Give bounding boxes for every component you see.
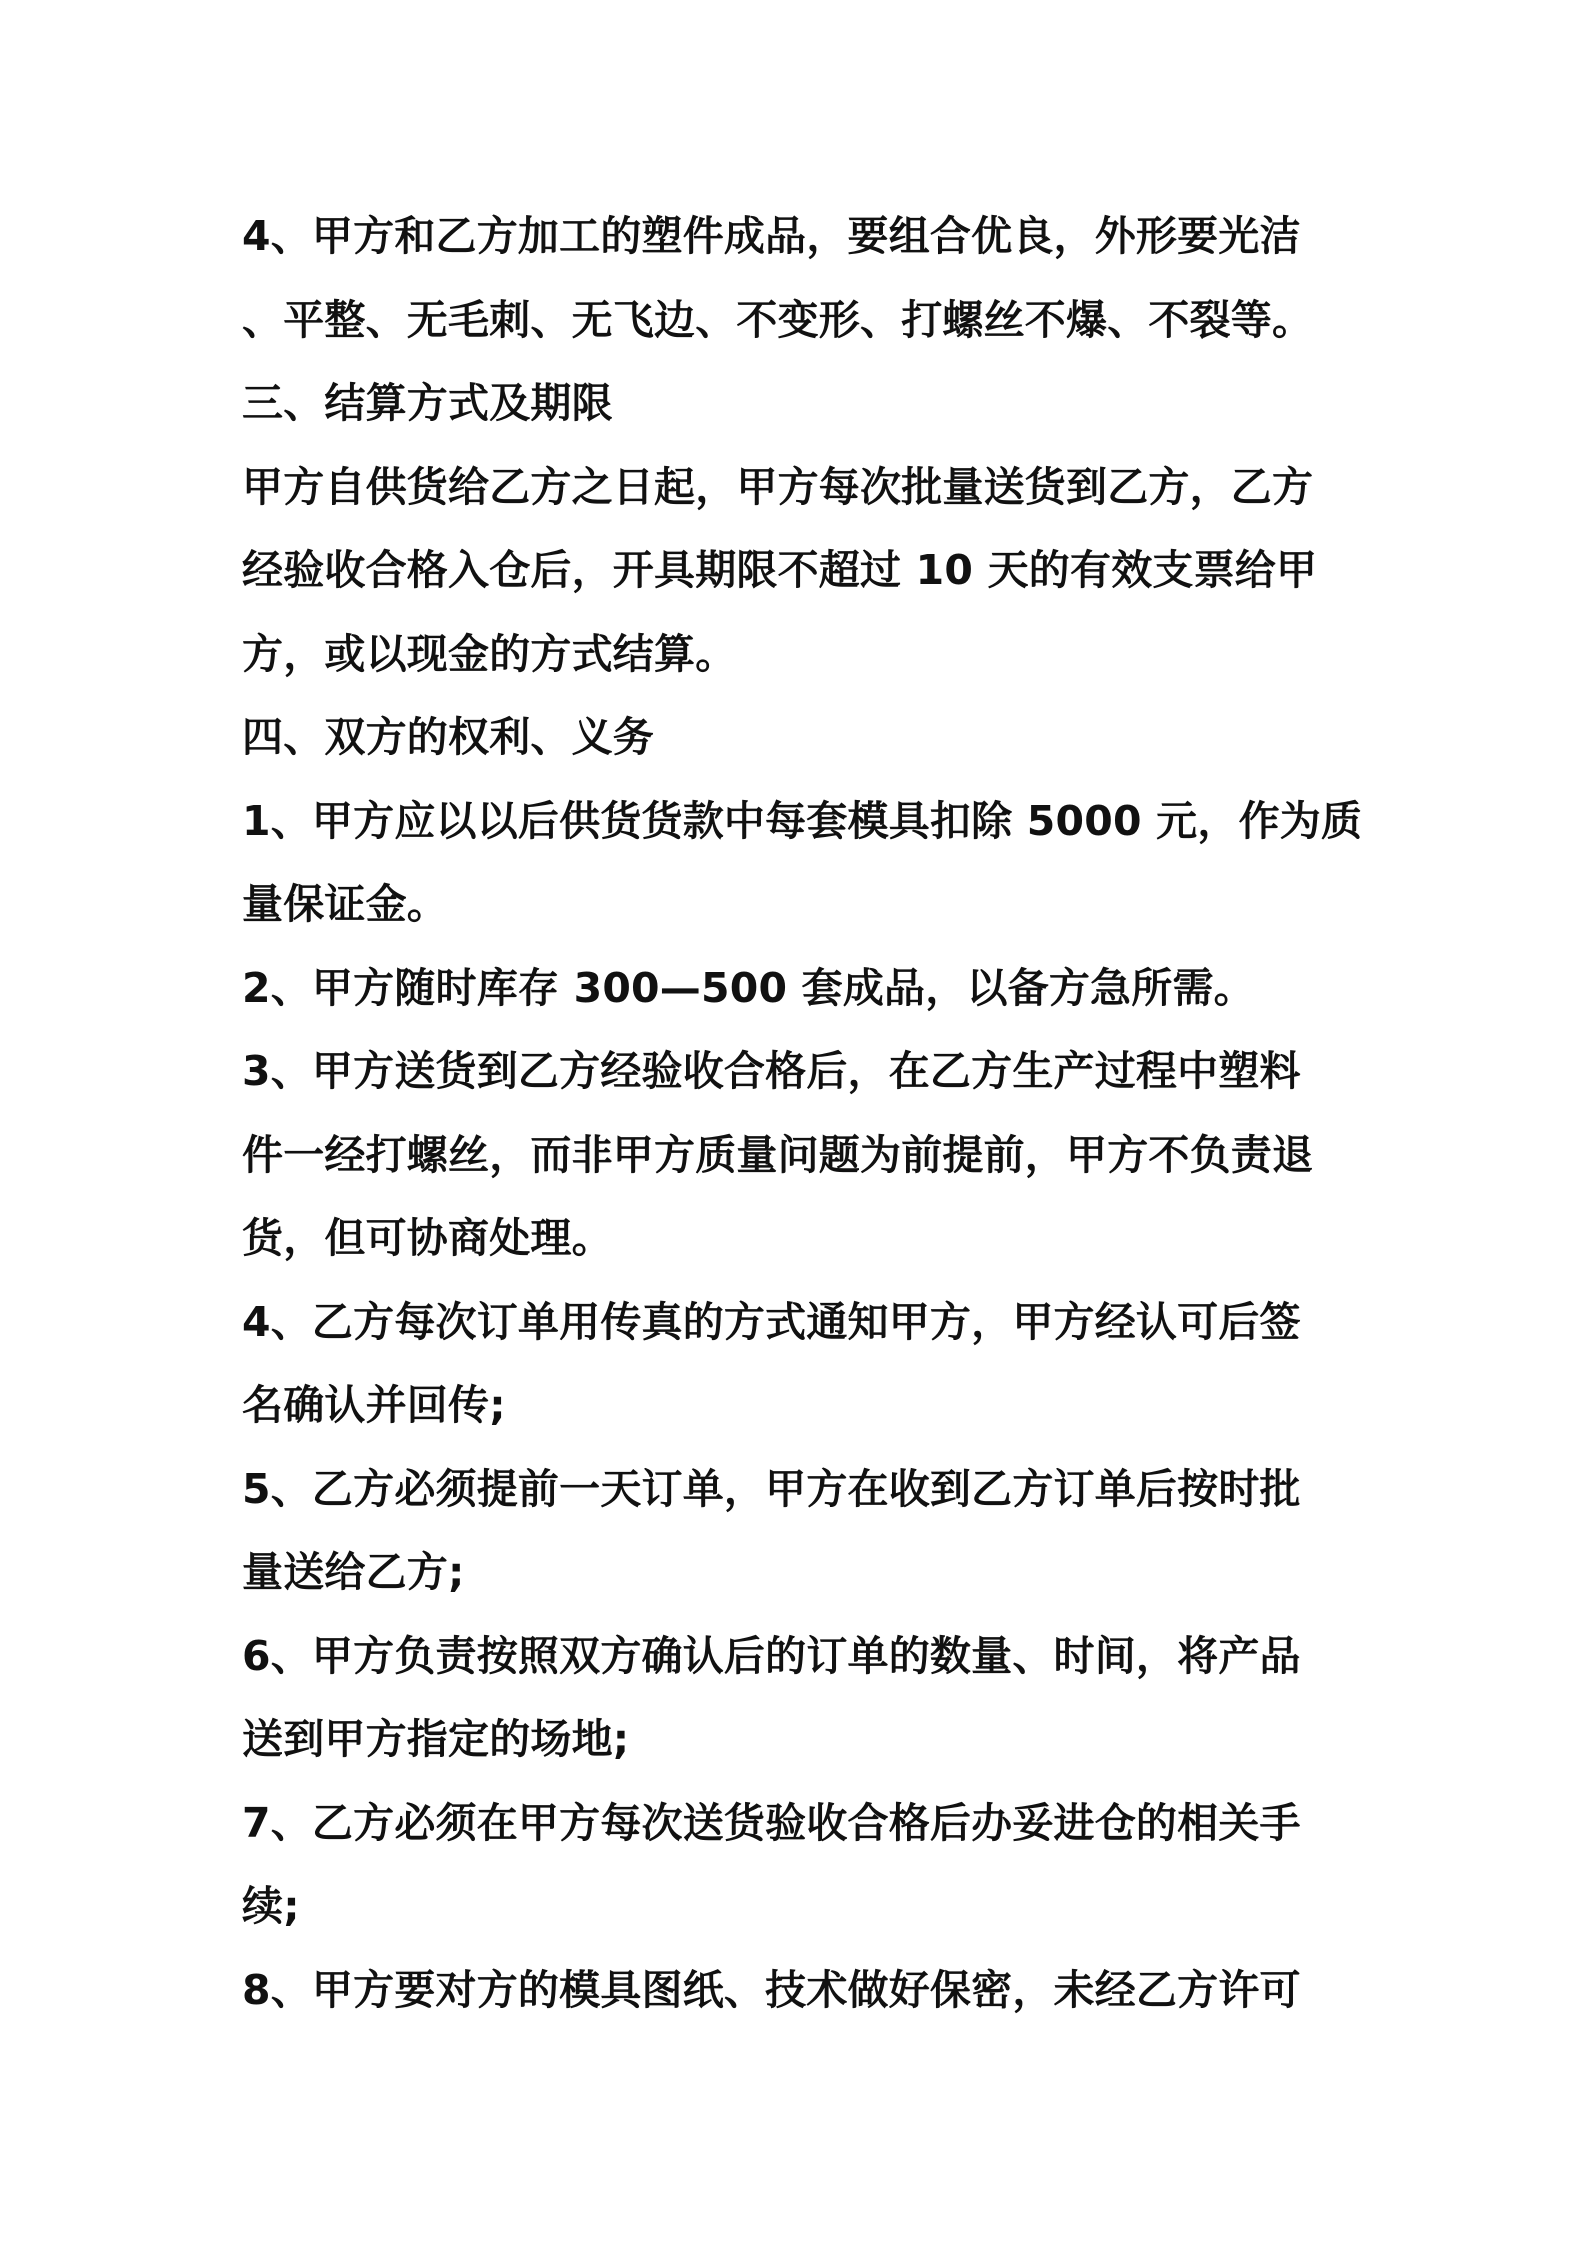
text-line: 3、甲方送货到乙方经验收合格后，在乙方生产过程中塑料 <box>242 1047 1301 1095</box>
text-line: 送到甲方指定的场地; <box>242 1715 630 1763</box>
section-heading: 四、双方的权利、义务 <box>242 713 654 761</box>
document-body <box>242 195 1363 2032</box>
text-line: 名确认并回传; <box>242 1381 506 1429</box>
text-line: 货，但可协商处理。 <box>242 1214 613 1262</box>
text-line: 8、甲方要对方的模具图纸、技术做好保密，未经乙方许可 <box>242 1965 1301 2014</box>
text-line: 件一经打螺丝，而非甲方质量问题为前提前，甲方不负责退 <box>242 1130 1314 1179</box>
section-heading: 三、结算方式及期限 <box>242 379 613 427</box>
text-line: 1、甲方应以以后供货货款中每套模具扣除 5000 元，作为质 <box>242 796 1363 845</box>
text-line: 6、甲方负责按照双方确认后的订单的数量、时间，将产品 <box>242 1631 1301 1680</box>
text-line: 2、甲方随时库存 300—500 套成品，以备方急所需。 <box>242 963 1255 1012</box>
text-line: 4、甲方和乙方加工的塑件成品，要组合优良，外形要光洁 <box>242 212 1301 260</box>
text-line: 甲方自供货给乙方之日起，甲方每次批量送货到乙方，乙方 <box>242 462 1314 511</box>
text-line: 量送给乙方; <box>242 1548 465 1596</box>
text-line: 续; <box>242 1882 300 1930</box>
text-line: 4、乙方每次订单用传真的方式通知甲方，甲方经认可后签 <box>242 1297 1301 1346</box>
text-line: 5、乙方必须提前一天订单，甲方在收到乙方订单后按时批 <box>242 1464 1301 1513</box>
text-line: 经验收合格入仓后，开具期限不超过 10 天的有效支票给甲 <box>242 546 1318 594</box>
text-line: 7、乙方必须在甲方每次送货验收合格后办妥进仓的相关手 <box>242 1798 1301 1847</box>
text-line: 方，或以现金的方式结算。 <box>242 629 737 678</box>
text-line: 量保证金。 <box>242 880 448 928</box>
text-line: 、平整、无毛刺、无飞边、不变形、打螺丝不爆、不裂等。 <box>242 295 1314 344</box>
